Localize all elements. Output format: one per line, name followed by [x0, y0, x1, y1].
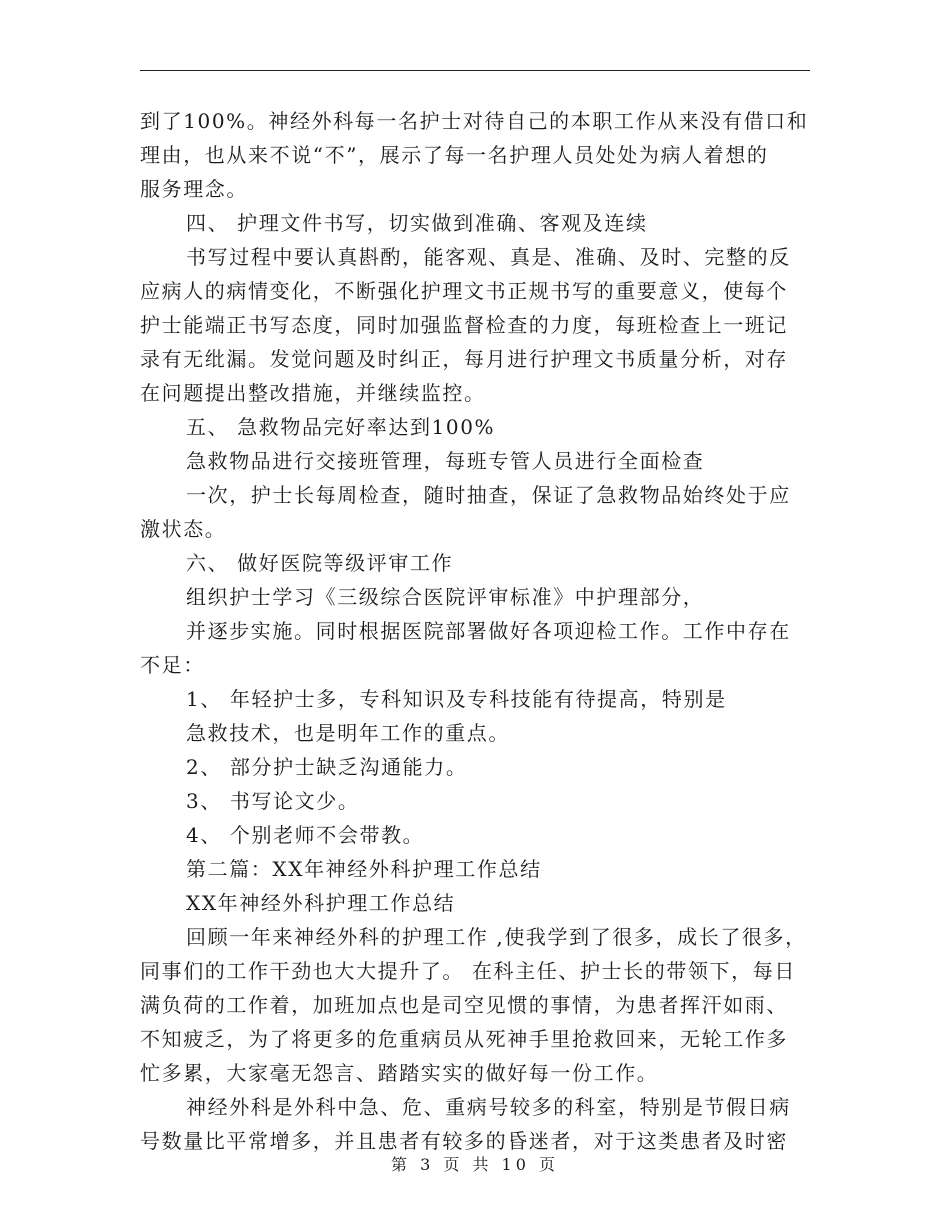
- text-line: 并逐步实施。同时根据医院部署做好各项迎检工作。工作中存在: [186, 619, 791, 643]
- section-heading: 五、 急救物品完好率达到100%: [186, 415, 496, 439]
- text-line: 服务理念。: [140, 177, 248, 201]
- list-item: 3、 书写论文少。: [186, 789, 360, 813]
- text-line: 激状态。: [140, 517, 227, 541]
- text-line: 忙多累，大家毫无怨言、踏踏实实的做好每一份工作。: [140, 1061, 659, 1085]
- text-line: 理由，也从来不说“不”，展示了每一名护理人员处处为病人着想的: [140, 143, 769, 167]
- chapter-subtitle: XX年神经外科护理工作总结: [186, 891, 456, 915]
- section-heading: 六、 做好医院等级评审工作: [186, 551, 454, 575]
- text-line: 到了100%。神经外科每一名护士对待自己的本职工作从来没有借口和: [140, 109, 809, 133]
- text-line: 号数量比平常增多，并且患者有较多的昏迷者，对于这类患者及时密: [140, 1129, 788, 1153]
- header-rule: [140, 70, 810, 71]
- chapter-title: 第二篇：XX年神经外科护理工作总结: [186, 857, 542, 881]
- text-line: 护士能端正书写态度，同时加强监督检查的力度，每班检查上一班记: [140, 313, 788, 337]
- list-item: 1、 年轻护士多，专科知识及专科技能有待提高，特别是: [186, 687, 727, 711]
- section-heading: 四、 护理文件书写，切实做到准确、客观及连续: [186, 211, 648, 235]
- text-line: 回顾一年来神经外科的护理工作 ,使我学到了很多，成长了很多，: [186, 925, 807, 949]
- text-line: 组织护士学习《三级综合医院评审标准》中护理部分，: [186, 585, 705, 609]
- text-line: 一次，护士长每周检查，随时抽查，保证了急救物品始终处于应: [186, 483, 791, 507]
- document-body: [140, 104, 810, 1158]
- text-line: 在问题提出整改措施，并继续监控。: [140, 381, 486, 405]
- text-line: 不知疲乏，为了将更多的危重病员从死神手里抢救回来，无轮工作多: [140, 1027, 788, 1051]
- text-line: 神经外科是外科中急、危、重病号较多的科室，特别是节假日病: [186, 1095, 791, 1119]
- text-line: 急救技术，也是明年工作的重点。: [186, 721, 510, 745]
- text-line: 录有无纰漏。发觉问题及时纠正，每月进行护理文书质量分析，对存: [140, 347, 788, 371]
- page-number: 第 3 页 共 10 页: [391, 1155, 559, 1174]
- text-line: 应病人的病情变化，不断强化护理文书正规书写的重要意义，使每个: [140, 279, 788, 303]
- text-line: 同事们的工作干劲也大大提升了。 在科主任、护士长的带领下，每日: [140, 959, 796, 983]
- list-item: 4、 个别老师不会带教。: [186, 823, 425, 847]
- text-line: 满负荷的工作着，加班加点也是司空见惯的事情，为患者挥汗如雨、: [140, 993, 788, 1017]
- list-item: 2、 部分护士缺乏沟通能力。: [186, 755, 468, 779]
- text-line: 不足：: [140, 653, 205, 677]
- text-line: 书写过程中要认真斟酌，能客观、真是、准确、及时、完整的反: [186, 245, 791, 269]
- text-line: 急救物品进行交接班管理，每班专管人员进行全面检查: [186, 449, 705, 473]
